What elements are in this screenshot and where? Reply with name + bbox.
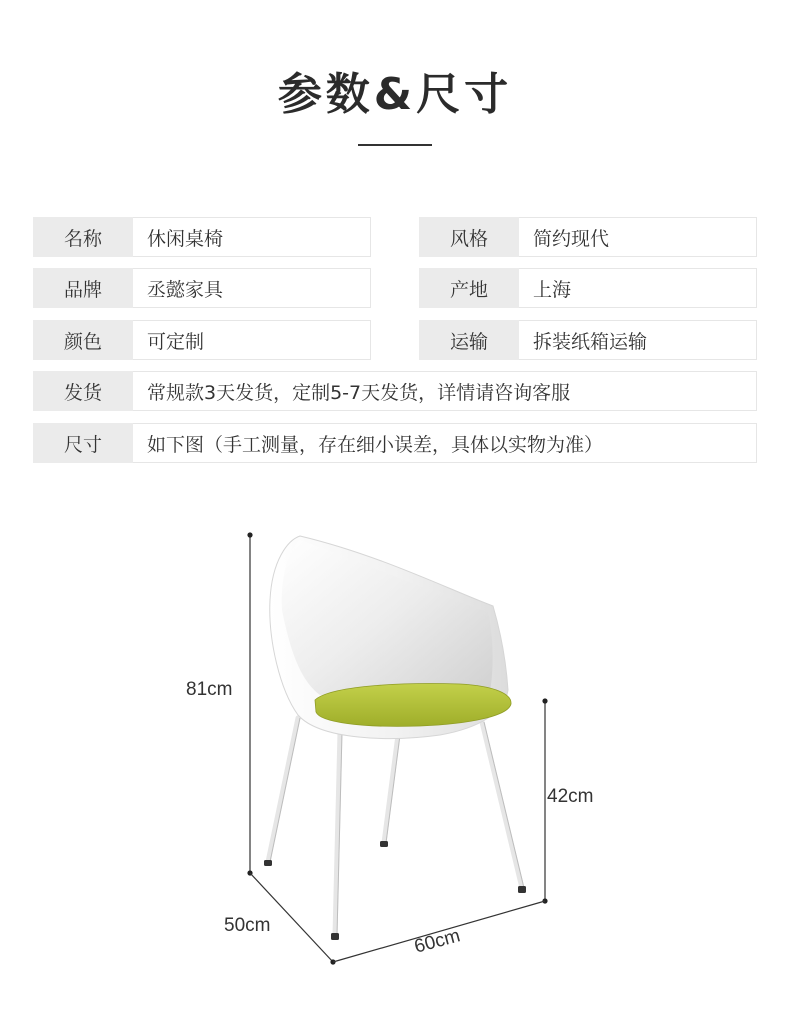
height-label: 81cm <box>186 679 233 700</box>
spec-value: 休闲桌椅 <box>133 217 371 257</box>
page-title: 参数&尺寸 <box>277 69 513 120</box>
spec-value: 简约现代 <box>519 217 757 257</box>
spec-value: 如下图（手工测量，存在细小误差，具体以实物为准） <box>133 423 757 463</box>
spec-value: 上海 <box>519 268 757 308</box>
spec-key: 运输 <box>419 320 519 360</box>
spec-value: 常规款3天发货，定制5-7天发货，详情请咨询客服 <box>133 371 757 411</box>
chair-legs <box>268 718 522 935</box>
spec-key: 颜色 <box>33 320 133 360</box>
spec-value: 丞懿家具 <box>133 268 371 308</box>
spec-key: 风格 <box>419 217 519 257</box>
spec-key: 发货 <box>33 371 133 411</box>
leg-feet <box>264 841 526 940</box>
width-label: 60cm <box>412 925 463 958</box>
spec-key: 名称 <box>33 217 133 257</box>
spec-value: 拆装纸箱运输 <box>519 320 757 360</box>
spec-key: 尺寸 <box>33 423 133 463</box>
spec-key: 产地 <box>419 268 519 308</box>
spec-key: 品牌 <box>33 268 133 308</box>
seat-height-label: 42cm <box>547 786 594 807</box>
depth-label: 50cm <box>224 915 271 936</box>
spec-value: 可定制 <box>133 320 371 360</box>
